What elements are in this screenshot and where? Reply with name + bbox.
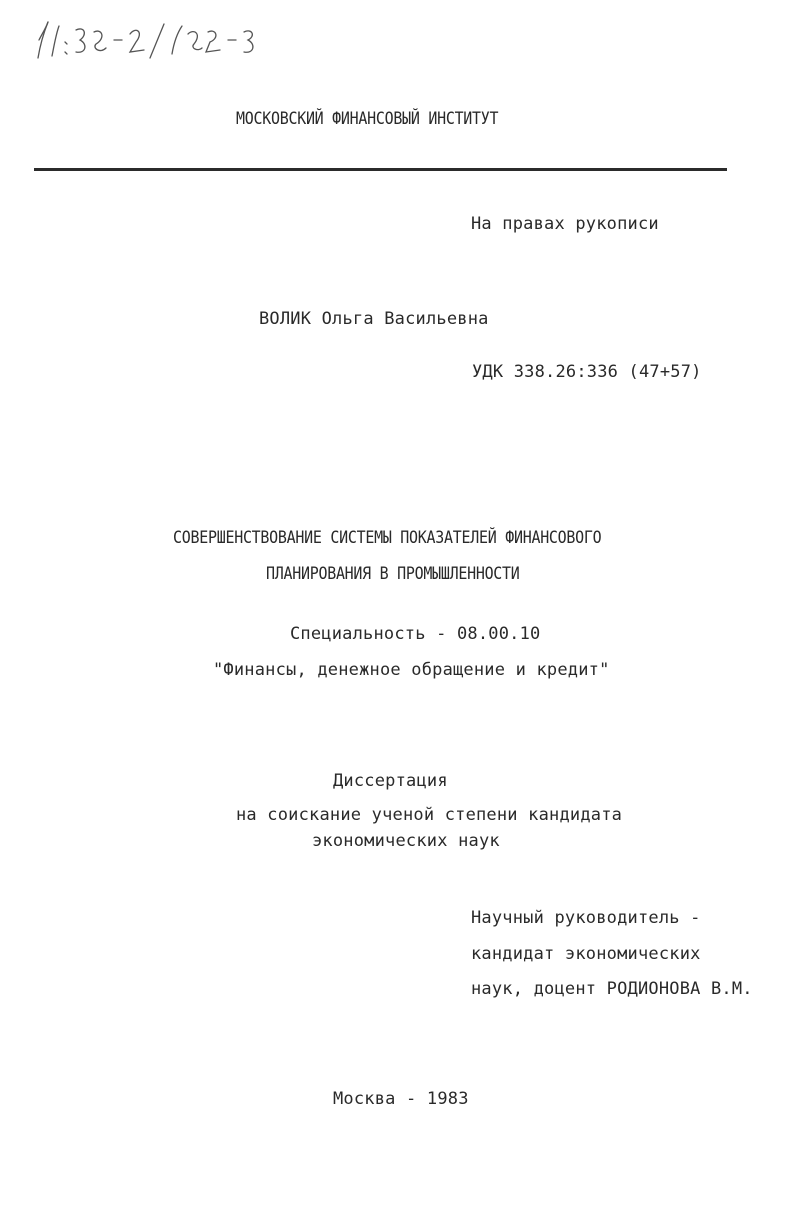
udc-code: УДК 338.26:336 (47+57) bbox=[472, 362, 702, 382]
manuscript-note: На правах рукописи bbox=[471, 214, 659, 234]
supervisor-line-1: Научный руководитель - bbox=[471, 908, 701, 928]
place-and-year: Москва - 1983 bbox=[333, 1089, 469, 1109]
degree-line-2: на соискание ученой степени кандидата bbox=[236, 805, 623, 825]
author-name: ВОЛИК Ольга Васильевна bbox=[259, 309, 489, 329]
title-line-2: ПЛАНИРОВАНИЯ В ПРОМЫШЛЕННОСТИ bbox=[266, 564, 520, 584]
title-line-1: СОВЕРШЕНСТВОВАНИЕ СИСТЕМЫ ПОКАЗАТЕЛЕЙ ФИНАНСОВОГО bbox=[173, 528, 602, 548]
supervisor-line-2: кандидат экономических bbox=[471, 944, 701, 964]
handwritten-archive-mark bbox=[32, 18, 262, 68]
institution-name: МОСКОВСКИЙ ФИНАНСОВЫЙ ИНСТИТУТ bbox=[236, 109, 499, 129]
supervisor-line-3: наук, доцент РОДИОНОВА В.М. bbox=[471, 979, 753, 999]
specialty-name: "Финансы, денежное обращение и кредит" bbox=[213, 660, 610, 680]
header-divider bbox=[34, 168, 727, 171]
degree-line-3: экономических наук bbox=[312, 831, 500, 851]
specialty-code: Специальность - 08.00.10 bbox=[290, 624, 541, 644]
degree-line-1: Диссертация bbox=[333, 771, 448, 791]
